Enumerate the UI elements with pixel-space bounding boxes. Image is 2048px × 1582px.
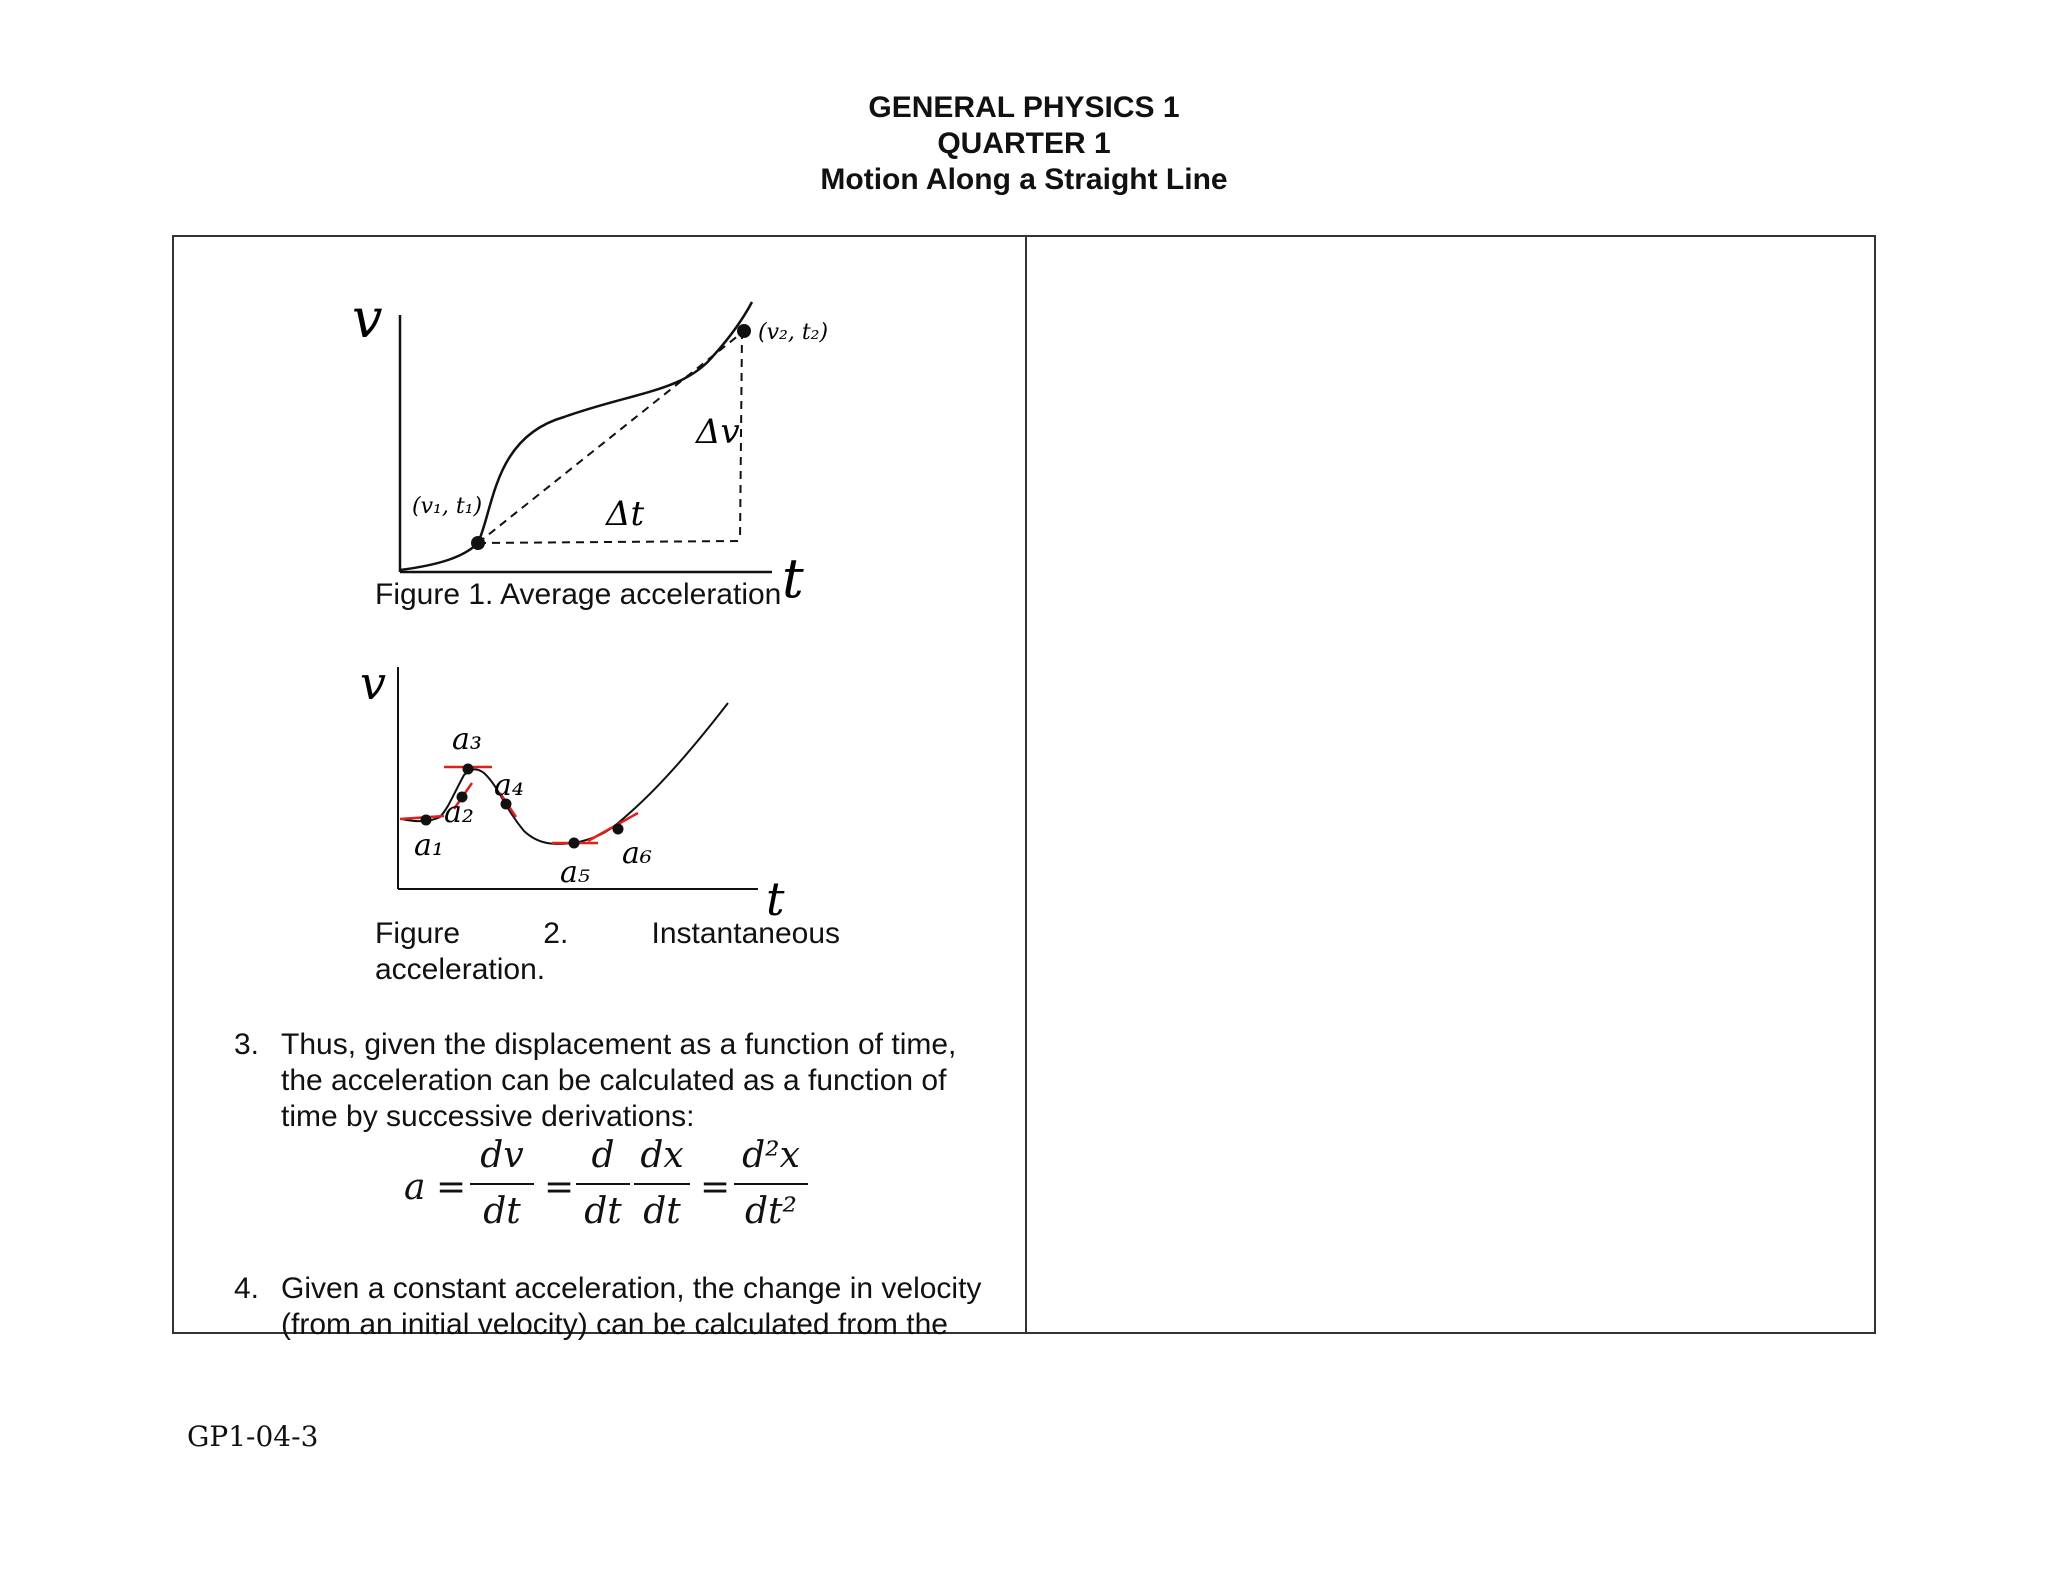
fraction-denominator: dt <box>483 1191 521 1232</box>
list-item-number: 3. <box>234 1028 260 1061</box>
figure2-caption-word2: 2. <box>543 917 569 950</box>
figure1-delta-t-line <box>478 541 740 543</box>
list-item-4 <box>234 1271 1054 1343</box>
figure1-point2 <box>737 324 751 338</box>
fraction-bar <box>470 1183 534 1185</box>
fraction-denominator: dt² <box>745 1191 797 1232</box>
figure2-axis-x-label: t <box>766 872 785 926</box>
figure1-delta-v-line <box>740 331 742 541</box>
figure2-point-6 <box>613 824 624 835</box>
figure1-delta-v-label: Δv <box>696 412 740 452</box>
figure2-label-a5: a₅ <box>560 855 590 890</box>
equation-lhs: a <box>404 1167 426 1208</box>
figure2-axis-y-label: v <box>360 656 386 710</box>
fraction-numerator: d²x <box>742 1135 800 1176</box>
fraction-numerator: dv <box>480 1135 524 1176</box>
course-title: GENERAL PHYSICS 1 <box>868 91 1180 124</box>
figure2-caption-word3: Instantaneous <box>651 917 840 950</box>
fraction-denominator: dt <box>643 1191 681 1232</box>
fraction-numerator: dx <box>640 1135 684 1176</box>
list-item-3 <box>234 1027 1054 1137</box>
figure1-point1-label: (v₁, t₁) <box>412 494 483 519</box>
lesson-title: Motion Along a Straight Line <box>820 163 1228 196</box>
figure2-label-a1: a₁ <box>414 828 444 863</box>
equation-fraction-dv-dt <box>470 1135 534 1233</box>
figure2-caption-word1: Figure <box>375 917 461 950</box>
equation-equals-1: = <box>436 1167 467 1208</box>
figure2-label-a4: a₄ <box>494 768 524 803</box>
list-item-number: 4. <box>234 1272 260 1305</box>
equation-equals-3: = <box>700 1167 731 1208</box>
figure1-axis-y-label: v <box>352 287 383 350</box>
figure2-point-5 <box>569 838 580 849</box>
fraction-bar <box>576 1183 630 1185</box>
figure1-delta-t-label: Δt <box>606 494 645 534</box>
figure1-point2-label: (v₂, t₂) <box>758 320 829 345</box>
list-item-text: Thus, given the displacement as a function of time, the acceleration can be calculated as a function of time by successive derivations: <box>281 1028 957 1133</box>
figure2-point-3 <box>463 764 474 775</box>
figure1-axis-x-label: t <box>782 547 804 610</box>
figure2-caption <box>375 916 840 988</box>
figure1-caption: Figure 1. Average acceleration <box>375 578 782 611</box>
equation-fraction-dx-dt <box>634 1135 690 1233</box>
list-item-text: Given a constant acceleration, the change in velocity (from an initial velocity) can be calculated from the <box>281 1272 982 1341</box>
fraction-denominator: dt <box>584 1191 622 1232</box>
fraction-numerator: d <box>591 1135 615 1176</box>
fraction-bar <box>734 1183 808 1185</box>
figure2-caption-line1 <box>375 916 840 952</box>
figure2-label-a2: a₂ <box>444 795 474 830</box>
figure2-caption-line2: acceleration. <box>375 953 546 986</box>
figure2-graph <box>360 656 824 926</box>
page-header <box>0 90 2048 198</box>
equation-fraction-d2x-dt2 <box>734 1135 808 1233</box>
figure1-graph <box>344 267 844 627</box>
equation-fraction-d-dt <box>576 1135 630 1233</box>
fraction-bar <box>634 1183 690 1185</box>
page-footer-code: GP1-04-3 <box>187 1420 319 1453</box>
figure1-point1 <box>471 536 485 550</box>
column-divider <box>1025 237 1027 1332</box>
equation-equals-2: = <box>544 1167 575 1208</box>
figure2-label-a6: a₆ <box>622 836 652 871</box>
figure2-point-1 <box>421 815 432 826</box>
quarter-label: QUARTER 1 <box>937 127 1111 160</box>
figure2-label-a3: a₃ <box>452 722 482 757</box>
content-table <box>172 235 1876 1341</box>
